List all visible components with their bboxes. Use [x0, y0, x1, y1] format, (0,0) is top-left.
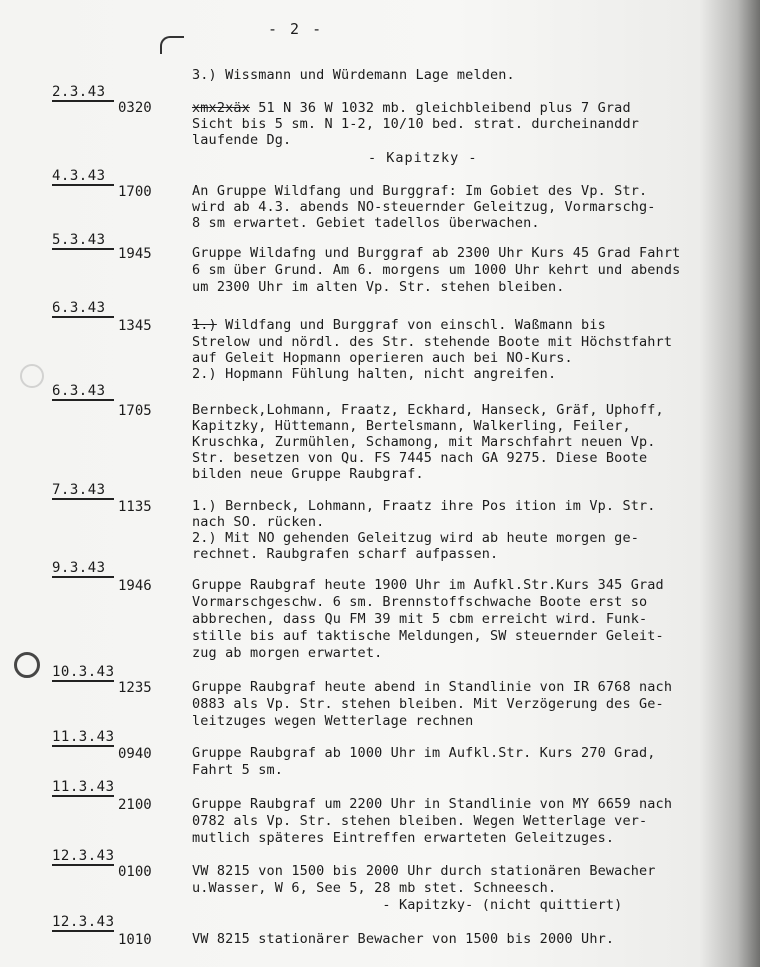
entry-line: u.Wasser, W 6, See 5, 28 mb stet. Schneesch. — [192, 880, 557, 896]
entry-line: VW 8215 stationärer Bewacher von 1500 bis 2000 Uhr. — [192, 931, 615, 947]
entry-date: 12.3.43 — [52, 848, 115, 864]
entry-date: 2.3.43 — [52, 84, 114, 102]
entry-line: stille bis auf taktische Meldungen, SW steuernder Geleit- — [192, 628, 664, 644]
entry-time: 0100 — [118, 864, 152, 880]
entry-time: 1705 — [118, 403, 152, 419]
punch-hole-mark — [20, 364, 44, 388]
entry-line: zug ab morgen erwartet. — [192, 645, 383, 661]
entry-line: abbrechen, dass Qu FM 39 mit 5 cbm erreicht wird. Funk- — [192, 611, 648, 627]
page-number: - 2 - — [268, 20, 324, 38]
entry-line: wird ab 4.3. abends NO-steuernder Geleitzug, Vormarschg- — [192, 199, 656, 215]
entry-date: 6.3.43 — [52, 383, 114, 401]
entry-line: laufende Dg. — [192, 132, 292, 148]
entry-line: 8 sm erwartet. Gebiet tadellos überwachen. — [192, 215, 540, 231]
entry-line: 0782 als Vp. Str. stehen bleiben. Wegen Wetterlage ver- — [192, 813, 648, 829]
pencil-bracket-mark — [160, 36, 184, 54]
struck-text: 1.) — [192, 317, 217, 333]
entry-line: nach SO. rücken. — [192, 514, 325, 530]
signature: - Kapitzky - — [368, 150, 478, 166]
entry-date: 5.3.43 — [52, 232, 114, 250]
entry-line: Kapitzky, Hüttemann, Bertelsmann, Walkerling, Feiler, — [192, 418, 631, 434]
entry-time: 0320 — [118, 100, 152, 116]
entry-date: 12.3.43 — [52, 914, 115, 930]
entry-line: leitzuges wegen Wetterlage rechnen — [192, 713, 474, 729]
entry-line: Vormarschgeschw. 6 sm. Brennstoffschwache Boote erst so — [192, 594, 648, 610]
entry-line: Gruppe Raubgraf ab 1000 Uhr im Aufkl.Str. Kurs 270 Grad, — [192, 745, 656, 761]
entry-time: 1946 — [118, 578, 152, 594]
entry-date: 6.3.43 — [52, 300, 114, 318]
entry-time: 0940 — [118, 746, 152, 762]
entry-line: rechnet. Raubgrafen scharf aufpassen. — [192, 546, 499, 562]
entry-time: 1700 — [118, 184, 152, 200]
entry-time: 1135 — [118, 499, 152, 515]
entry-line: Strelow und nördl. des Str. stehende Boote mit Höchstfahrt — [192, 334, 673, 350]
entry-time: 1945 — [118, 246, 152, 262]
entry-line: xmx2xäx 51 N 36 W 1032 mb. gleichbleibend plus 7 Grad — [192, 100, 631, 116]
entry-line: Gruppe Raubgraf heute abend in Standlinie von IR 6768 nach — [192, 679, 673, 695]
entry-line: Sicht bis 5 sm. N 1-2, 10/10 bed. strat. durcheinanddr — [192, 116, 639, 132]
punch-hole-mark — [14, 652, 40, 678]
entry-line: Bernbeck,Lohmann, Fraatz, Eckhard, Hanseck, Gräf, Uphoff, — [192, 402, 664, 418]
entry-line: 2.) Hopmann Fühlung halten, nicht angreifen. — [192, 366, 557, 382]
entry-time: 1010 — [118, 932, 152, 948]
continuation-line: 3.) Wissmann und Würdemann Lage melden. — [192, 67, 515, 83]
entry-signature-line: - Kapitzky- (nicht quittiert) — [192, 897, 623, 913]
entry-line: 1.) Wildfang und Burggraf von einschl. Waßmann bis — [192, 317, 606, 333]
entry-line: Kruschka, Zurmühlen, Schamong, mit Marschfahrt neuen Vp. — [192, 434, 656, 450]
entry-date: 4.3.43 — [52, 168, 114, 186]
struck-text: xmx2xäx — [192, 100, 250, 116]
entry-date: 11.3.43 — [52, 729, 115, 745]
entry-line: bilden neue Gruppe Raubgraf. — [192, 466, 424, 482]
entry-line: mutlich späteres Eintreffen erwarteten Geleitzuges. — [192, 830, 615, 846]
entry-time: 2100 — [118, 797, 152, 813]
entry-line: 0883 als Vp. Str. stehen bleiben. Mit Verzögerung des Ge- — [192, 696, 664, 712]
entry-line: Gruppe Raubgraf heute 1900 Uhr im Aufkl.Str.Kurs 345 Grad — [192, 577, 664, 593]
entry-line: VW 8215 von 1500 bis 2000 Uhr durch stationären Bewacher — [192, 863, 656, 879]
entry-line: Gruppe Wildafng und Burggraf ab 2300 Uhr Kurs 45 Grad Fahrt — [192, 245, 681, 261]
entry-line: 1.) Bernbeck, Lohmann, Fraatz ihre Pos ition im Vp. Str. — [192, 498, 656, 514]
entry-line: auf Geleit Hopmann operieren auch bei NO-Kurs. — [192, 350, 573, 366]
entry-line: Fahrt 5 sm. — [192, 762, 284, 778]
entry-date: 7.3.43 — [52, 482, 114, 500]
entry-line: 2.) Mit NO gehenden Geleitzug wird ab heute morgen ge- — [192, 530, 639, 546]
entry-date: 11.3.43 — [52, 779, 115, 795]
entry-date: 10.3.43 — [52, 664, 115, 680]
entry-date: 9.3.43 — [52, 560, 114, 578]
entry-line: An Gruppe Wildfang und Burggraf: Im Gobiet des Vp. Str. — [192, 183, 648, 199]
entry-time: 1345 — [118, 318, 152, 334]
entry-line: Gruppe Raubgraf um 2200 Uhr in Standlinie von MY 6659 nach — [192, 796, 673, 812]
entry-line: Str. besetzen von Qu. FS 7445 nach GA 9275. Diese Boote — [192, 450, 648, 466]
entry-line: um 2300 Uhr im alten Vp. Str. stehen bleiben. — [192, 279, 565, 295]
entry-line: 6 sm über Grund. Am 6. morgens um 1000 Uhr kehrt und abends — [192, 262, 681, 278]
entry-time: 1235 — [118, 680, 152, 696]
